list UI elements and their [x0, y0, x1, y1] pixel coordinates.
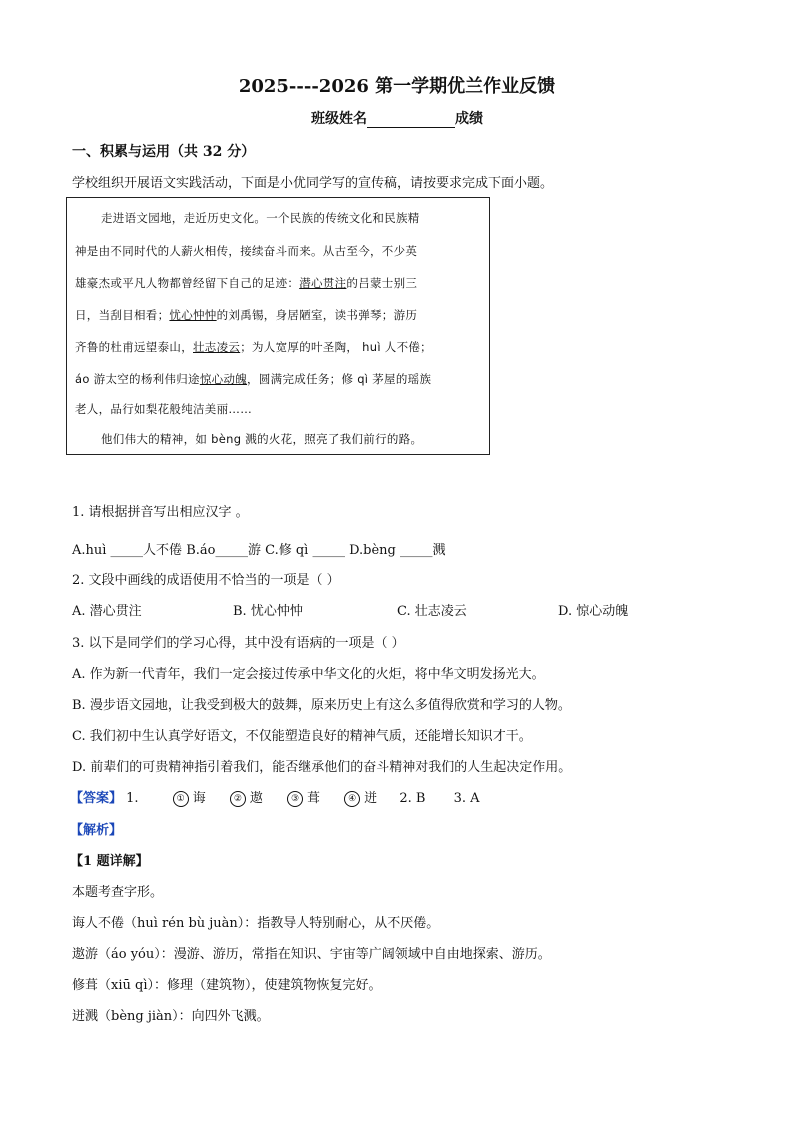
answer-item: ③ 葺 [285, 791, 320, 806]
analysis-line: 本题考查字形。 [72, 885, 164, 900]
passage-box [66, 197, 490, 455]
question-3-option-c[interactable]: C. 我们初中生认真学好语文，不仅能塑造良好的精神气质，还能增长知识才干。 [72, 729, 532, 744]
passage-line: 日，当刮目相看；忧心忡忡的刘禹锡，身居陋室，读书弹琴；游历 [75, 308, 418, 322]
question-1-stem: 1. 请根据拼音写出相应汉字 。 [72, 505, 249, 520]
analysis-line: 诲人不倦（huì rén bù juàn）：指教导人特别耐心，从不厌倦。 [72, 916, 440, 931]
passage-line: 他们伟大的精神，如 bèng 溅的火花，照亮了我们前行的路。 [101, 432, 423, 446]
detail-heading: 【1 题详解】 [70, 854, 149, 869]
passage-line: 雄豪杰或平凡人物都曾经留下自己的足迹：潜心贯注的吕蒙士别三 [75, 276, 418, 290]
answer-2: 2. B [399, 791, 426, 806]
page-title: 2025----2026 第一学期优兰作业反馈 [238, 76, 556, 97]
question-2-option-b[interactable]: B. 忧心忡忡 [233, 604, 303, 619]
analysis-line: 迸溅（bèng jiàn）：向四外飞溅。 [72, 1009, 270, 1024]
analysis-tag: 【解析】 [70, 823, 123, 838]
passage-line: 老人，品行如梨花般纯洁美丽…… [75, 402, 252, 416]
question-1-blanks: A.huì _____人不倦 B.áo_____游 C.修 qì _____ D.bèng _____溅 [72, 543, 446, 558]
underlined-idiom: 壮志凌云 [193, 340, 241, 354]
name-blank[interactable] [367, 113, 455, 128]
answer-row: 【答案】 1. ① 诲 ② 遨 ③ 葺 ④ 迸 2. B 3. A [70, 791, 480, 806]
question-2-stem: 2. 文段中画线的成语使用不恰当的一项是（ ） [72, 573, 340, 588]
passage-line: 齐鲁的杜甫远望泰山，壮志凌云；为人宽厚的叶圣陶， huì 人不倦； [75, 340, 432, 354]
analysis-line: 修葺（xiū qì）：修理（建筑物），使建筑物恢复完好。 [72, 978, 382, 993]
question-3-option-a[interactable]: A. 作为新一代青年，我们一定会接过传承中华文化的火炬，将中华文明发扬光大。 [72, 667, 545, 682]
answer-item: ② 遨 [228, 791, 263, 806]
underlined-idiom: 潜心贯注 [299, 276, 347, 290]
answer-item: ① 诲 [171, 791, 206, 806]
underlined-idiom: 忧心忡忡 [169, 308, 217, 322]
question-3-option-d[interactable]: D. 前辈们的可贵精神指引着我们，能否继承他们的奋斗精神对我们的人生起决定作用。 [72, 760, 572, 775]
section-intro: 学校组织开展语文实践活动，下面是小优同学写的宣传稿，请按要求完成下面小题。 [72, 176, 554, 191]
question-2-option-d[interactable]: D. 惊心动魄 [558, 604, 629, 619]
underlined-idiom: 惊心动魄 [199, 372, 248, 386]
passage-line: áo 游太空的杨利伟归途惊心动魄，圆满完成任务；修 qì 茅屋的瑶族 [75, 372, 432, 386]
passage-line: 走进语文园地，走近历史文化。一个民族的传统文化和民族精 [101, 211, 420, 225]
class-name-label: 班级姓名 [311, 111, 367, 127]
question-2-option-a[interactable]: A. 潜心贯注 [72, 604, 142, 619]
passage-line: 神是由不同时代的人薪火相传，接续奋斗而来。从古至今，不少英 [75, 244, 418, 258]
answer-3: 3. A [453, 791, 480, 806]
score-label: 成绩 [455, 111, 483, 127]
answer-tag: 【答案】 [70, 791, 123, 806]
answer-item: ④ 迸 [342, 791, 377, 806]
question-3-option-b[interactable]: B. 漫步语文园地，让我受到极大的鼓舞，原来历史上有这么多值得欣赏和学习的人物。 [72, 698, 571, 713]
question-3-stem: 3. 以下是同学们的学习心得，其中没有语病的一项是（ ） [72, 636, 405, 651]
section-heading: 一、积累与运用（共 32 分） [72, 144, 256, 160]
analysis-line: 遨游（áo yóu）：漫游、游历，常指在知识、宇宙等广阔领域中自由地探索、游历。 [72, 947, 551, 962]
class-name-score-line [0, 108, 794, 128]
question-2-option-c[interactable]: C. 壮志凌云 [397, 604, 467, 619]
